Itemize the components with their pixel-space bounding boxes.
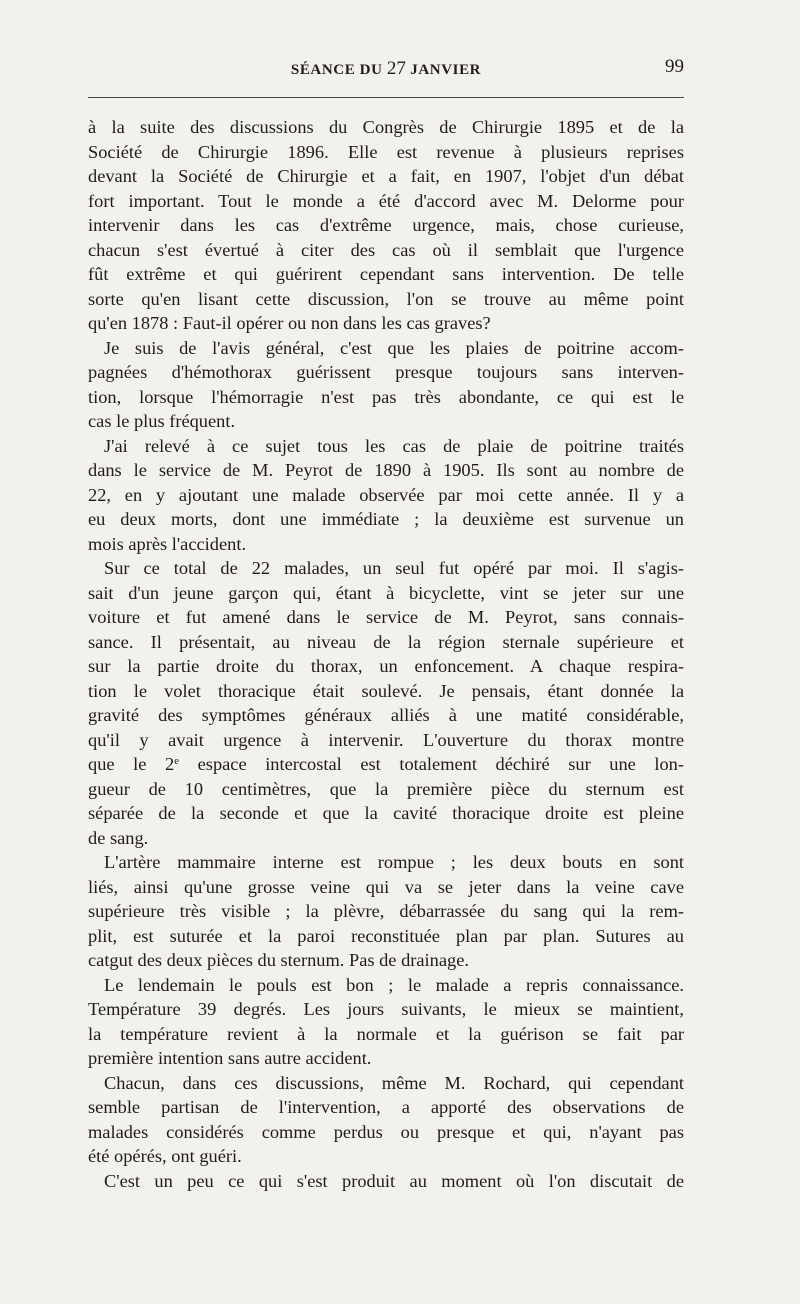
text-line: à la suite des discussions du Congrès de Chirurgie 1895 et de la bbox=[88, 117, 684, 137]
text-line: fort important. Tout le monde a été d'accord avec M. Delorme pour bbox=[88, 190, 684, 211]
line-lead: que le 2 bbox=[88, 754, 175, 774]
text-line: Société de Chirurgie 1896. Elle est revenue à plusieurs reprises bbox=[88, 141, 684, 162]
text-line: dans le service de M. Peyrot de 1890 à 1905. Ils sont au nombre de bbox=[88, 460, 684, 480]
text-line: sance. Il présentait, au niveau de la région sternale supérieure et bbox=[88, 631, 684, 652]
text-line: intervenir dans les cas d'extrême urgence, mais, chose curieuse, bbox=[88, 215, 684, 235]
text-line: Le lendemain le pouls est bon ; le malade a repris connaissance. bbox=[104, 974, 684, 995]
text-line: première intention sans autre accident. bbox=[88, 1048, 372, 1068]
line-rest: espace intercostal est totalement déchiré sur une lon- bbox=[197, 754, 684, 774]
text-line: cas le plus fréquent. bbox=[88, 411, 236, 431]
text-line: J'ai relevé à ce sujet tous les cas de plaie de poitrine traités bbox=[104, 435, 684, 456]
text-line: qu'en 1878 : Faut-il opérer ou non dans les cas graves? bbox=[88, 313, 491, 333]
text-line: pagnées d'hémothorax guérissent presque toujours sans interven- bbox=[88, 362, 684, 382]
text-line: C'est un peu ce qui s'est produit au moment où l'on discutait de bbox=[104, 1170, 684, 1191]
text-line: eu deux morts, dont une immédiate ; la deuxième est survenue un bbox=[88, 509, 684, 529]
text-line: fût extrême et qui guérirent cependant sans intervention. De telle bbox=[88, 264, 684, 284]
text-line: L'artère mammaire interne est rompue ; les deux bouts en sont bbox=[104, 852, 684, 872]
running-title bbox=[88, 58, 684, 80]
title-after: JANVIER bbox=[405, 62, 482, 78]
text-line: semble partisan de l'intervention, a apporté des observations de bbox=[88, 1097, 684, 1117]
text-line: sorte qu'en lisant cette discussion, l'on se trouve au même point bbox=[88, 288, 684, 309]
text-line: Température 39 degrés. Les jours suivants, le mieux se maintient, bbox=[88, 999, 684, 1019]
text-line: mois après l'accident. bbox=[88, 533, 247, 554]
text-line: la température revient à la normale et la guérison se fait par bbox=[88, 1023, 684, 1044]
text-line: plit, est suturée et la paroi reconstituée plan par plan. Sutures au bbox=[88, 925, 684, 946]
text-line: devant la Société de Chirurgie et a fait, en 1907, l'objet d'un débat bbox=[88, 166, 684, 186]
text-line: de sang. bbox=[88, 827, 149, 848]
page-number: 99 bbox=[665, 56, 684, 77]
text-line: sait d'un jeune garçon qui, étant à bicyclette, vint se jeter sur une bbox=[88, 582, 684, 603]
superscript: e bbox=[174, 755, 180, 767]
text-line: voiture et fut amené dans le service de M. Peyrot, sans connais- bbox=[88, 607, 684, 627]
text-line: Je suis de l'avis général, c'est que les plaies de poitrine accom- bbox=[104, 337, 684, 358]
text-line-with-superscript bbox=[88, 752, 684, 777]
text-line: Chacun, dans ces discussions, même M. Rochard, qui cependant bbox=[104, 1072, 684, 1093]
header-rule bbox=[88, 97, 684, 98]
text-line: sur la partie droite du thorax, un enfoncement. A chaque respira- bbox=[88, 656, 684, 676]
text-line: 22, en y ajoutant une malade observée par moi cette année. Il y a bbox=[88, 484, 684, 505]
text-line: tion, lorsque l'hémorragie n'est pas très abondante, ce qui est le bbox=[88, 386, 684, 407]
title-before: SÉANCE DU bbox=[290, 62, 387, 78]
text-line: tion le volet thoracique était soulevé. Je pensais, étant donnée la bbox=[88, 680, 684, 701]
text-line: Sur ce total de 22 malades, un seul fut opéré par moi. Il s'agis- bbox=[104, 558, 684, 578]
running-header bbox=[88, 58, 684, 84]
text-line: séparée de la seconde et que la cavité thoracique droite est pleine bbox=[88, 803, 684, 823]
text-line: gravité des symptômes généraux alliés à une matité considérable, bbox=[88, 705, 684, 725]
text-line: chacun s'est évertué à citer des cas où il semblait que l'urgence bbox=[88, 239, 684, 260]
title-number: 27 bbox=[386, 58, 406, 79]
text-line: été opérés, ont guéri. bbox=[88, 1146, 242, 1166]
text-line: qu'il y avait urgence à intervenir. L'ouverture du thorax montre bbox=[88, 729, 684, 750]
text-line: catgut des deux pièces du sternum. Pas de drainage. bbox=[88, 950, 469, 970]
body-text bbox=[88, 115, 684, 1193]
text-line: gueur de 10 centimètres, que la première pièce du sternum est bbox=[88, 778, 684, 799]
text-line: liés, ainsi qu'une grosse veine qui va se jeter dans la veine cave bbox=[88, 876, 684, 897]
text-line: malades considérés comme perdus ou presque et qui, n'ayant pas bbox=[88, 1121, 684, 1142]
text-line: supérieure très visible ; la plèvre, débarrassée du sang qui la rem- bbox=[88, 901, 684, 921]
